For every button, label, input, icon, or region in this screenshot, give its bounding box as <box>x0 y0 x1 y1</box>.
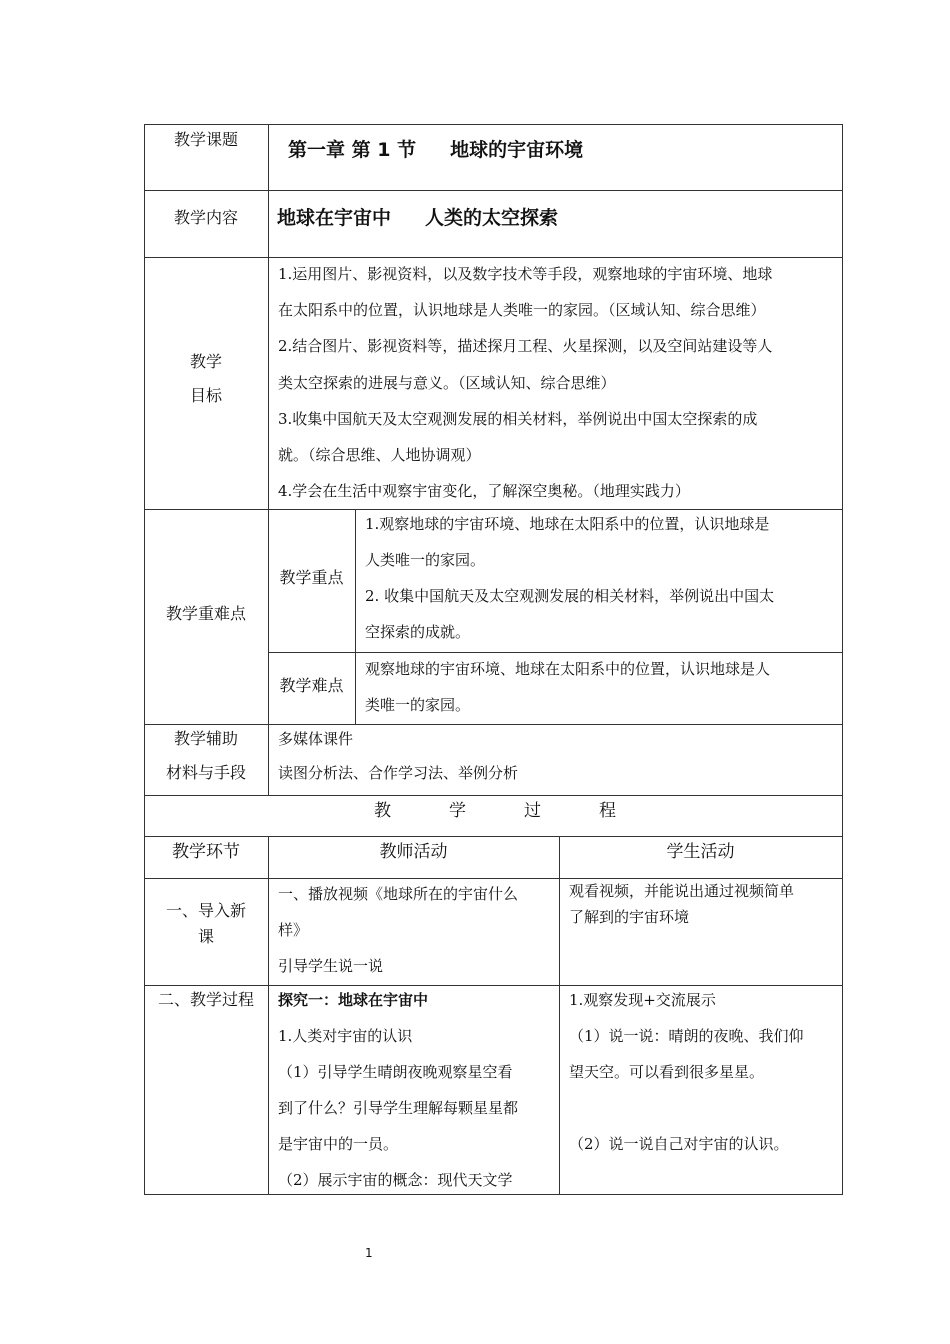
goals-label-line2: 目标 <box>189 386 222 405</box>
topic-title: 地球的宇宙环境 <box>450 139 584 161</box>
materials-label <box>144 722 268 790</box>
goal-line: 3.收集中国航天及太空观测发展的相关材料，举例说出中国太空探索的成 <box>278 409 758 428</box>
stage2-student-line: 1.观察发现+交流展示 <box>569 991 716 1009</box>
topic-value <box>288 132 838 168</box>
col-stage-header: 教学环节 <box>172 842 240 862</box>
page-number: 1 <box>365 1246 373 1260</box>
goal-line: 类太空探索的进展与意义。（区域认知、综合思维） <box>278 373 616 392</box>
stage2-student-line <box>569 1090 832 1126</box>
topic-chapter: 第一章 第 1 节 <box>288 139 417 161</box>
key-text <box>355 506 842 650</box>
table-border <box>842 124 843 1195</box>
key-line: 空探索的成就。 <box>365 623 471 641</box>
content-label: 教学内容 <box>173 208 238 227</box>
stage2-teacher-line: （2）展示宇宙的概念：现代天文学 <box>278 1171 513 1189</box>
content-value <box>277 200 837 236</box>
topic-label: 教学课题 <box>173 130 238 149</box>
content-part2: 人类的太空探索 <box>425 207 559 229</box>
stage1-student-line: 了解到的宇宙环境 <box>569 908 690 926</box>
keypoints-label: 教学重难点 <box>165 604 246 623</box>
stage1-label-line1: 一、导入新 <box>165 901 246 920</box>
table-border <box>144 124 145 1195</box>
goal-line: 就。（综合思维、人地协调观） <box>278 446 481 465</box>
table-border <box>144 190 843 191</box>
difficult-line: 观察地球的宇宙环境、地球在太阳系中的位置，认识地球是人 <box>365 660 771 678</box>
stage2-student-line: （1）说一说：晴朗的夜晚、我们仰 <box>569 1027 804 1045</box>
materials-label-line1: 教学辅助 <box>173 729 238 748</box>
goal-line: 1.运用图片、影视资料，以及数字技术等手段，观察地球的宇宙环境、地球 <box>278 265 773 283</box>
stage1-teacher-line: 样》 <box>278 921 309 939</box>
key-line: 2. 收集中国航天及太空观测发展的相关材料，举例说出中国太 <box>365 587 775 605</box>
key-line: 1.观察地球的宇宙环境、地球在太阳系中的位置，认识地球是 <box>365 515 770 533</box>
stage1-teacher-line: 一、播放视频《地球所在的宇宙什么 <box>278 885 519 903</box>
stage1-label <box>144 898 268 950</box>
materials-label-line2: 材料与手段 <box>165 763 246 782</box>
stage2-teacher-line: 到了什么？引导学生理解每颗星星都 <box>278 1099 519 1117</box>
goals-label-line1: 教学 <box>189 352 222 371</box>
stage2-teacher-heading: 探究一：地球在宇宙中 <box>278 991 429 1009</box>
difficult-label: 教学难点 <box>279 676 344 695</box>
col-student-header: 学生活动 <box>666 842 735 862</box>
goal-line: 4.学会在生活中观察宇宙变化，了解深空奥秘。（地理实践力） <box>278 482 690 501</box>
goals-label <box>144 345 268 413</box>
goal-line: 在太阳系中的位置，认识地球是人类唯一的家园。（区域认知、综合思维） <box>278 301 766 320</box>
stage1-student-line: 观看视频，并能说出通过视频简单 <box>569 882 795 900</box>
stage2-student-line: 望天空。可以看到很多星星。 <box>569 1063 765 1081</box>
materials-text <box>268 722 842 790</box>
stage2-label: 二、教学过程 <box>157 990 254 1009</box>
stage1-label-line2: 课 <box>197 927 214 946</box>
stage2-teacher-line: 1.人类对宇宙的认识 <box>278 1027 413 1045</box>
materials-line: 读图分析法、合作学习法、举例分析 <box>278 764 519 782</box>
goal-line: 2.结合图片、影视资料等，描述探月工程、火星探测，以及空间站建设等人 <box>278 337 773 356</box>
difficult-text <box>355 651 842 723</box>
process-header: 教学过程 <box>374 801 674 821</box>
stage2-teacher-line: （1）引导学生晴朗夜晚观察星空看 <box>278 1063 513 1081</box>
stage2-student <box>559 982 842 1162</box>
difficult-line: 类唯一的家园。 <box>365 696 471 714</box>
col-teacher-header: 教师活动 <box>379 842 448 862</box>
stage2-student-line: （2）说一说自己对宇宙的认识。 <box>569 1135 789 1153</box>
materials-line: 多媒体课件 <box>278 730 354 748</box>
stage1-student <box>559 878 842 930</box>
goals-text <box>268 256 842 509</box>
content-part1: 地球在宇宙中 <box>277 207 392 229</box>
stage1-teacher <box>268 876 559 984</box>
key-line: 人类唯一的家园。 <box>365 551 486 569</box>
stage2-teacher-line: 是宇宙中的一员。 <box>278 1135 399 1153</box>
stage1-teacher-line: 引导学生说一说 <box>278 957 384 975</box>
key-label: 教学重点 <box>279 568 344 587</box>
stage2-teacher <box>268 982 559 1198</box>
